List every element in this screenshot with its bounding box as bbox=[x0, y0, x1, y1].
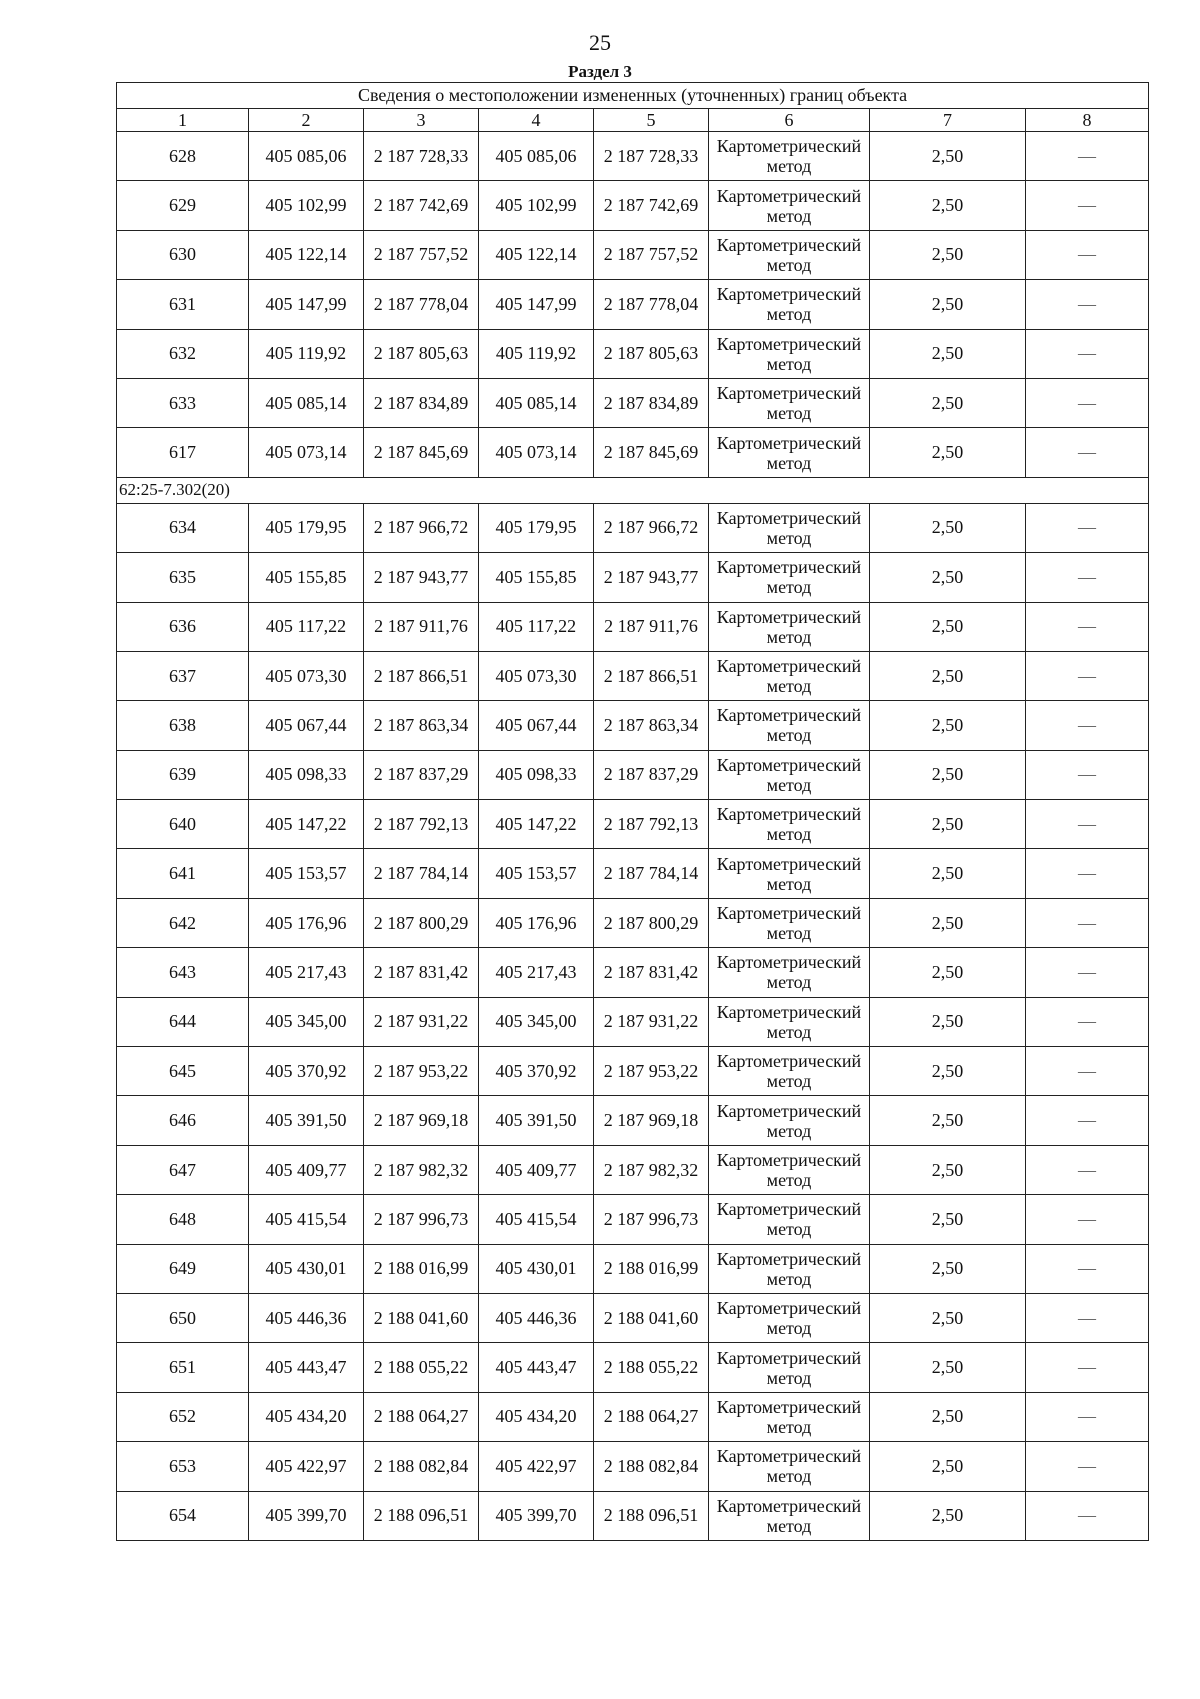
accuracy-cell: 2,50 bbox=[870, 230, 1026, 279]
table-row bbox=[117, 1491, 1149, 1540]
table-row bbox=[117, 1145, 1149, 1194]
column-header: 2 bbox=[249, 109, 364, 132]
column-header-row bbox=[117, 109, 1149, 132]
accuracy-cell: 2,50 bbox=[870, 181, 1026, 230]
point-number-cell: 633 bbox=[117, 378, 249, 427]
method-cell: Картометрический метод bbox=[709, 1145, 870, 1194]
description-cell: — bbox=[1026, 181, 1149, 230]
x-new-cell: 405 415,54 bbox=[479, 1195, 594, 1244]
description-cell: — bbox=[1026, 132, 1149, 181]
method-cell: Картометрический метод bbox=[709, 230, 870, 279]
x-new-cell: 405 443,47 bbox=[479, 1343, 594, 1392]
table-row bbox=[117, 701, 1149, 750]
y-new-cell: 2 188 016,99 bbox=[594, 1244, 709, 1293]
x-old-cell: 405 153,57 bbox=[249, 849, 364, 898]
accuracy-cell: 2,50 bbox=[870, 280, 1026, 329]
x-old-cell: 405 370,92 bbox=[249, 1047, 364, 1096]
x-new-cell: 405 085,14 bbox=[479, 378, 594, 427]
point-number-cell: 631 bbox=[117, 280, 249, 329]
y-old-cell: 2 187 784,14 bbox=[364, 849, 479, 898]
y-new-cell: 2 188 082,84 bbox=[594, 1442, 709, 1491]
y-new-cell: 2 187 778,04 bbox=[594, 280, 709, 329]
y-new-cell: 2 187 805,63 bbox=[594, 329, 709, 378]
description-cell: — bbox=[1026, 948, 1149, 997]
method-cell: Картометрический метод bbox=[709, 553, 870, 602]
point-number-cell: 649 bbox=[117, 1244, 249, 1293]
x-new-cell: 405 179,95 bbox=[479, 503, 594, 552]
x-new-cell: 405 176,96 bbox=[479, 898, 594, 947]
x-old-cell: 405 073,30 bbox=[249, 651, 364, 700]
point-number-cell: 645 bbox=[117, 1047, 249, 1096]
accuracy-cell: 2,50 bbox=[870, 1442, 1026, 1491]
point-number-cell: 643 bbox=[117, 948, 249, 997]
point-number-cell: 635 bbox=[117, 553, 249, 602]
point-number-cell: 644 bbox=[117, 997, 249, 1046]
point-number-cell: 629 bbox=[117, 181, 249, 230]
x-old-cell: 405 399,70 bbox=[249, 1491, 364, 1540]
description-cell: — bbox=[1026, 1244, 1149, 1293]
description-cell: — bbox=[1026, 1392, 1149, 1441]
y-old-cell: 2 187 837,29 bbox=[364, 750, 479, 799]
accuracy-cell: 2,50 bbox=[870, 602, 1026, 651]
description-cell: — bbox=[1026, 329, 1149, 378]
y-new-cell: 2 187 792,13 bbox=[594, 800, 709, 849]
accuracy-cell: 2,50 bbox=[870, 1096, 1026, 1145]
description-cell: — bbox=[1026, 898, 1149, 947]
description-cell: — bbox=[1026, 378, 1149, 427]
accuracy-cell: 2,50 bbox=[870, 503, 1026, 552]
description-cell: — bbox=[1026, 1047, 1149, 1096]
x-new-cell: 405 073,30 bbox=[479, 651, 594, 700]
method-cell: Картометрический метод bbox=[709, 1491, 870, 1540]
point-number-cell: 654 bbox=[117, 1491, 249, 1540]
description-cell: — bbox=[1026, 1442, 1149, 1491]
method-cell: Картометрический метод bbox=[709, 1096, 870, 1145]
description-cell: — bbox=[1026, 1343, 1149, 1392]
x-old-cell: 405 434,20 bbox=[249, 1392, 364, 1441]
table-row bbox=[117, 1096, 1149, 1145]
point-number-cell: 653 bbox=[117, 1442, 249, 1491]
method-cell: Картометрический метод bbox=[709, 428, 870, 477]
x-old-cell: 405 176,96 bbox=[249, 898, 364, 947]
y-new-cell: 2 187 784,14 bbox=[594, 849, 709, 898]
x-old-cell: 405 102,99 bbox=[249, 181, 364, 230]
point-number-cell: 652 bbox=[117, 1392, 249, 1441]
x-old-cell: 405 067,44 bbox=[249, 701, 364, 750]
x-old-cell: 405 147,22 bbox=[249, 800, 364, 849]
y-new-cell: 2 187 911,76 bbox=[594, 602, 709, 651]
y-old-cell: 2 187 966,72 bbox=[364, 503, 479, 552]
y-new-cell: 2 187 837,29 bbox=[594, 750, 709, 799]
y-old-cell: 2 187 931,22 bbox=[364, 997, 479, 1046]
table-row bbox=[117, 651, 1149, 700]
y-old-cell: 2 187 831,42 bbox=[364, 948, 479, 997]
description-cell: — bbox=[1026, 602, 1149, 651]
accuracy-cell: 2,50 bbox=[870, 1047, 1026, 1096]
table-row bbox=[117, 553, 1149, 602]
y-old-cell: 2 187 982,32 bbox=[364, 1145, 479, 1194]
x-old-cell: 405 345,00 bbox=[249, 997, 364, 1046]
group-label: 62:25-7.302(20) bbox=[117, 477, 1149, 503]
x-new-cell: 405 122,14 bbox=[479, 230, 594, 279]
point-number-cell: 651 bbox=[117, 1343, 249, 1392]
y-old-cell: 2 188 016,99 bbox=[364, 1244, 479, 1293]
point-number-cell: 640 bbox=[117, 800, 249, 849]
y-new-cell: 2 187 757,52 bbox=[594, 230, 709, 279]
accuracy-cell: 2,50 bbox=[870, 1343, 1026, 1392]
table-row bbox=[117, 329, 1149, 378]
table-row bbox=[117, 428, 1149, 477]
point-number-cell: 617 bbox=[117, 428, 249, 477]
y-old-cell: 2 187 834,89 bbox=[364, 378, 479, 427]
description-cell: — bbox=[1026, 428, 1149, 477]
table-row bbox=[117, 1293, 1149, 1342]
y-new-cell: 2 187 800,29 bbox=[594, 898, 709, 947]
point-number-cell: 647 bbox=[117, 1145, 249, 1194]
x-new-cell: 405 409,77 bbox=[479, 1145, 594, 1194]
boundary-coordinates-table bbox=[116, 82, 1149, 1541]
section-title: Раздел 3 bbox=[568, 62, 632, 81]
x-new-cell: 405 153,57 bbox=[479, 849, 594, 898]
table-row bbox=[117, 132, 1149, 181]
column-header: 8 bbox=[1026, 109, 1149, 132]
x-old-cell: 405 098,33 bbox=[249, 750, 364, 799]
method-cell: Картометрический метод bbox=[709, 1392, 870, 1441]
method-cell: Картометрический метод bbox=[709, 800, 870, 849]
x-new-cell: 405 073,14 bbox=[479, 428, 594, 477]
method-cell: Картометрический метод bbox=[709, 898, 870, 947]
table-row bbox=[117, 378, 1149, 427]
description-cell: — bbox=[1026, 280, 1149, 329]
table-row bbox=[117, 181, 1149, 230]
table-row bbox=[117, 849, 1149, 898]
x-old-cell: 405 415,54 bbox=[249, 1195, 364, 1244]
y-old-cell: 2 187 953,22 bbox=[364, 1047, 479, 1096]
x-old-cell: 405 117,22 bbox=[249, 602, 364, 651]
y-new-cell: 2 187 931,22 bbox=[594, 997, 709, 1046]
point-number-cell: 650 bbox=[117, 1293, 249, 1342]
y-new-cell: 2 187 863,34 bbox=[594, 701, 709, 750]
table-row bbox=[117, 230, 1149, 279]
group-label-row bbox=[117, 477, 1149, 503]
description-cell: — bbox=[1026, 750, 1149, 799]
accuracy-cell: 2,50 bbox=[870, 849, 1026, 898]
table-row bbox=[117, 1047, 1149, 1096]
y-new-cell: 2 187 969,18 bbox=[594, 1096, 709, 1145]
y-new-cell: 2 187 834,89 bbox=[594, 378, 709, 427]
method-cell: Картометрический метод bbox=[709, 280, 870, 329]
table-caption: Сведения о местоположении измененных (уточненных) границ объекта bbox=[117, 83, 1149, 109]
accuracy-cell: 2,50 bbox=[870, 329, 1026, 378]
y-new-cell: 2 187 728,33 bbox=[594, 132, 709, 181]
description-cell: — bbox=[1026, 997, 1149, 1046]
accuracy-cell: 2,50 bbox=[870, 132, 1026, 181]
description-cell: — bbox=[1026, 1096, 1149, 1145]
x-new-cell: 405 147,22 bbox=[479, 800, 594, 849]
y-old-cell: 2 187 778,04 bbox=[364, 280, 479, 329]
method-cell: Картометрический метод bbox=[709, 181, 870, 230]
accuracy-cell: 2,50 bbox=[870, 898, 1026, 947]
y-new-cell: 2 187 982,32 bbox=[594, 1145, 709, 1194]
description-cell: — bbox=[1026, 1293, 1149, 1342]
point-number-cell: 628 bbox=[117, 132, 249, 181]
accuracy-cell: 2,50 bbox=[870, 1293, 1026, 1342]
y-old-cell: 2 187 757,52 bbox=[364, 230, 479, 279]
point-number-cell: 642 bbox=[117, 898, 249, 947]
method-cell: Картометрический метод bbox=[709, 378, 870, 427]
description-cell: — bbox=[1026, 849, 1149, 898]
y-old-cell: 2 187 996,73 bbox=[364, 1195, 479, 1244]
x-new-cell: 405 098,33 bbox=[479, 750, 594, 799]
table-row bbox=[117, 898, 1149, 947]
y-old-cell: 2 188 082,84 bbox=[364, 1442, 479, 1491]
x-old-cell: 405 422,97 bbox=[249, 1442, 364, 1491]
table-caption-row bbox=[117, 83, 1149, 109]
y-new-cell: 2 188 064,27 bbox=[594, 1392, 709, 1441]
table-row bbox=[117, 800, 1149, 849]
x-old-cell: 405 147,99 bbox=[249, 280, 364, 329]
x-old-cell: 405 085,14 bbox=[249, 378, 364, 427]
accuracy-cell: 2,50 bbox=[870, 651, 1026, 700]
y-old-cell: 2 188 055,22 bbox=[364, 1343, 479, 1392]
y-old-cell: 2 188 041,60 bbox=[364, 1293, 479, 1342]
table-row bbox=[117, 750, 1149, 799]
method-cell: Картометрический метод bbox=[709, 997, 870, 1046]
x-old-cell: 405 122,14 bbox=[249, 230, 364, 279]
x-new-cell: 405 085,06 bbox=[479, 132, 594, 181]
method-cell: Картометрический метод bbox=[709, 849, 870, 898]
table-row bbox=[117, 997, 1149, 1046]
y-old-cell: 2 187 866,51 bbox=[364, 651, 479, 700]
description-cell: — bbox=[1026, 503, 1149, 552]
x-old-cell: 405 443,47 bbox=[249, 1343, 364, 1392]
method-cell: Картометрический метод bbox=[709, 750, 870, 799]
point-number-cell: 648 bbox=[117, 1195, 249, 1244]
column-header: 3 bbox=[364, 109, 479, 132]
x-new-cell: 405 430,01 bbox=[479, 1244, 594, 1293]
accuracy-cell: 2,50 bbox=[870, 1195, 1026, 1244]
point-number-cell: 634 bbox=[117, 503, 249, 552]
accuracy-cell: 2,50 bbox=[870, 800, 1026, 849]
accuracy-cell: 2,50 bbox=[870, 948, 1026, 997]
method-cell: Картометрический метод bbox=[709, 1244, 870, 1293]
y-new-cell: 2 187 742,69 bbox=[594, 181, 709, 230]
x-old-cell: 405 085,06 bbox=[249, 132, 364, 181]
x-new-cell: 405 117,22 bbox=[479, 602, 594, 651]
x-new-cell: 405 434,20 bbox=[479, 1392, 594, 1441]
y-new-cell: 2 187 966,72 bbox=[594, 503, 709, 552]
point-number-cell: 637 bbox=[117, 651, 249, 700]
x-old-cell: 405 430,01 bbox=[249, 1244, 364, 1293]
x-new-cell: 405 391,50 bbox=[479, 1096, 594, 1145]
method-cell: Картометрический метод bbox=[709, 1195, 870, 1244]
y-new-cell: 2 188 096,51 bbox=[594, 1491, 709, 1540]
method-cell: Картометрический метод bbox=[709, 701, 870, 750]
y-new-cell: 2 187 996,73 bbox=[594, 1195, 709, 1244]
description-cell: — bbox=[1026, 701, 1149, 750]
x-old-cell: 405 217,43 bbox=[249, 948, 364, 997]
y-old-cell: 2 187 845,69 bbox=[364, 428, 479, 477]
x-old-cell: 405 409,77 bbox=[249, 1145, 364, 1194]
method-cell: Картометрический метод bbox=[709, 1343, 870, 1392]
point-number-cell: 646 bbox=[117, 1096, 249, 1145]
description-cell: — bbox=[1026, 553, 1149, 602]
y-old-cell: 2 187 969,18 bbox=[364, 1096, 479, 1145]
x-new-cell: 405 422,97 bbox=[479, 1442, 594, 1491]
description-cell: — bbox=[1026, 651, 1149, 700]
accuracy-cell: 2,50 bbox=[870, 1145, 1026, 1194]
point-number-cell: 639 bbox=[117, 750, 249, 799]
description-cell: — bbox=[1026, 800, 1149, 849]
x-old-cell: 405 073,14 bbox=[249, 428, 364, 477]
method-cell: Картометрический метод bbox=[709, 602, 870, 651]
accuracy-cell: 2,50 bbox=[870, 997, 1026, 1046]
x-new-cell: 405 067,44 bbox=[479, 701, 594, 750]
y-new-cell: 2 187 953,22 bbox=[594, 1047, 709, 1096]
table-body bbox=[117, 132, 1149, 1541]
y-old-cell: 2 187 800,29 bbox=[364, 898, 479, 947]
accuracy-cell: 2,50 bbox=[870, 428, 1026, 477]
x-new-cell: 405 446,36 bbox=[479, 1293, 594, 1342]
table-row bbox=[117, 503, 1149, 552]
column-header: 5 bbox=[594, 109, 709, 132]
y-old-cell: 2 187 728,33 bbox=[364, 132, 479, 181]
table-row bbox=[117, 1442, 1149, 1491]
description-cell: — bbox=[1026, 1145, 1149, 1194]
y-new-cell: 2 187 866,51 bbox=[594, 651, 709, 700]
y-old-cell: 2 188 096,51 bbox=[364, 1491, 479, 1540]
y-new-cell: 2 187 943,77 bbox=[594, 553, 709, 602]
method-cell: Картометрический метод bbox=[709, 132, 870, 181]
accuracy-cell: 2,50 bbox=[870, 378, 1026, 427]
x-old-cell: 405 391,50 bbox=[249, 1096, 364, 1145]
description-cell: — bbox=[1026, 230, 1149, 279]
x-old-cell: 405 446,36 bbox=[249, 1293, 364, 1342]
method-cell: Картометрический метод bbox=[709, 1047, 870, 1096]
column-header: 1 bbox=[117, 109, 249, 132]
point-number-cell: 641 bbox=[117, 849, 249, 898]
description-cell: — bbox=[1026, 1491, 1149, 1540]
accuracy-cell: 2,50 bbox=[870, 1491, 1026, 1540]
column-header: 6 bbox=[709, 109, 870, 132]
x-new-cell: 405 345,00 bbox=[479, 997, 594, 1046]
accuracy-cell: 2,50 bbox=[870, 553, 1026, 602]
table-row bbox=[117, 1392, 1149, 1441]
y-old-cell: 2 187 805,63 bbox=[364, 329, 479, 378]
column-header: 4 bbox=[479, 109, 594, 132]
y-new-cell: 2 188 055,22 bbox=[594, 1343, 709, 1392]
y-new-cell: 2 187 831,42 bbox=[594, 948, 709, 997]
x-new-cell: 405 217,43 bbox=[479, 948, 594, 997]
table-row bbox=[117, 1195, 1149, 1244]
accuracy-cell: 2,50 bbox=[870, 701, 1026, 750]
x-old-cell: 405 155,85 bbox=[249, 553, 364, 602]
method-cell: Картометрический метод bbox=[709, 1442, 870, 1491]
point-number-cell: 636 bbox=[117, 602, 249, 651]
accuracy-cell: 2,50 bbox=[870, 750, 1026, 799]
table-row bbox=[117, 948, 1149, 997]
table-row bbox=[117, 602, 1149, 651]
x-new-cell: 405 155,85 bbox=[479, 553, 594, 602]
method-cell: Картометрический метод bbox=[709, 948, 870, 997]
method-cell: Картометрический метод bbox=[709, 503, 870, 552]
point-number-cell: 638 bbox=[117, 701, 249, 750]
x-old-cell: 405 119,92 bbox=[249, 329, 364, 378]
method-cell: Картометрический метод bbox=[709, 651, 870, 700]
column-header: 7 bbox=[870, 109, 1026, 132]
point-number-cell: 630 bbox=[117, 230, 249, 279]
method-cell: Картометрический метод bbox=[709, 329, 870, 378]
accuracy-cell: 2,50 bbox=[870, 1244, 1026, 1293]
x-new-cell: 405 102,99 bbox=[479, 181, 594, 230]
x-new-cell: 405 370,92 bbox=[479, 1047, 594, 1096]
x-new-cell: 405 119,92 bbox=[479, 329, 594, 378]
y-old-cell: 2 188 064,27 bbox=[364, 1392, 479, 1441]
method-cell: Картометрический метод bbox=[709, 1293, 870, 1342]
y-old-cell: 2 187 943,77 bbox=[364, 553, 479, 602]
accuracy-cell: 2,50 bbox=[870, 1392, 1026, 1441]
page-number: 25 bbox=[589, 30, 611, 55]
point-number-cell: 632 bbox=[117, 329, 249, 378]
y-old-cell: 2 187 863,34 bbox=[364, 701, 479, 750]
y-new-cell: 2 188 041,60 bbox=[594, 1293, 709, 1342]
y-old-cell: 2 187 792,13 bbox=[364, 800, 479, 849]
description-cell: — bbox=[1026, 1195, 1149, 1244]
y-old-cell: 2 187 742,69 bbox=[364, 181, 479, 230]
x-new-cell: 405 147,99 bbox=[479, 280, 594, 329]
x-new-cell: 405 399,70 bbox=[479, 1491, 594, 1540]
y-new-cell: 2 187 845,69 bbox=[594, 428, 709, 477]
y-old-cell: 2 187 911,76 bbox=[364, 602, 479, 651]
table-row bbox=[117, 1244, 1149, 1293]
table-row bbox=[117, 280, 1149, 329]
x-old-cell: 405 179,95 bbox=[249, 503, 364, 552]
table-row bbox=[117, 1343, 1149, 1392]
